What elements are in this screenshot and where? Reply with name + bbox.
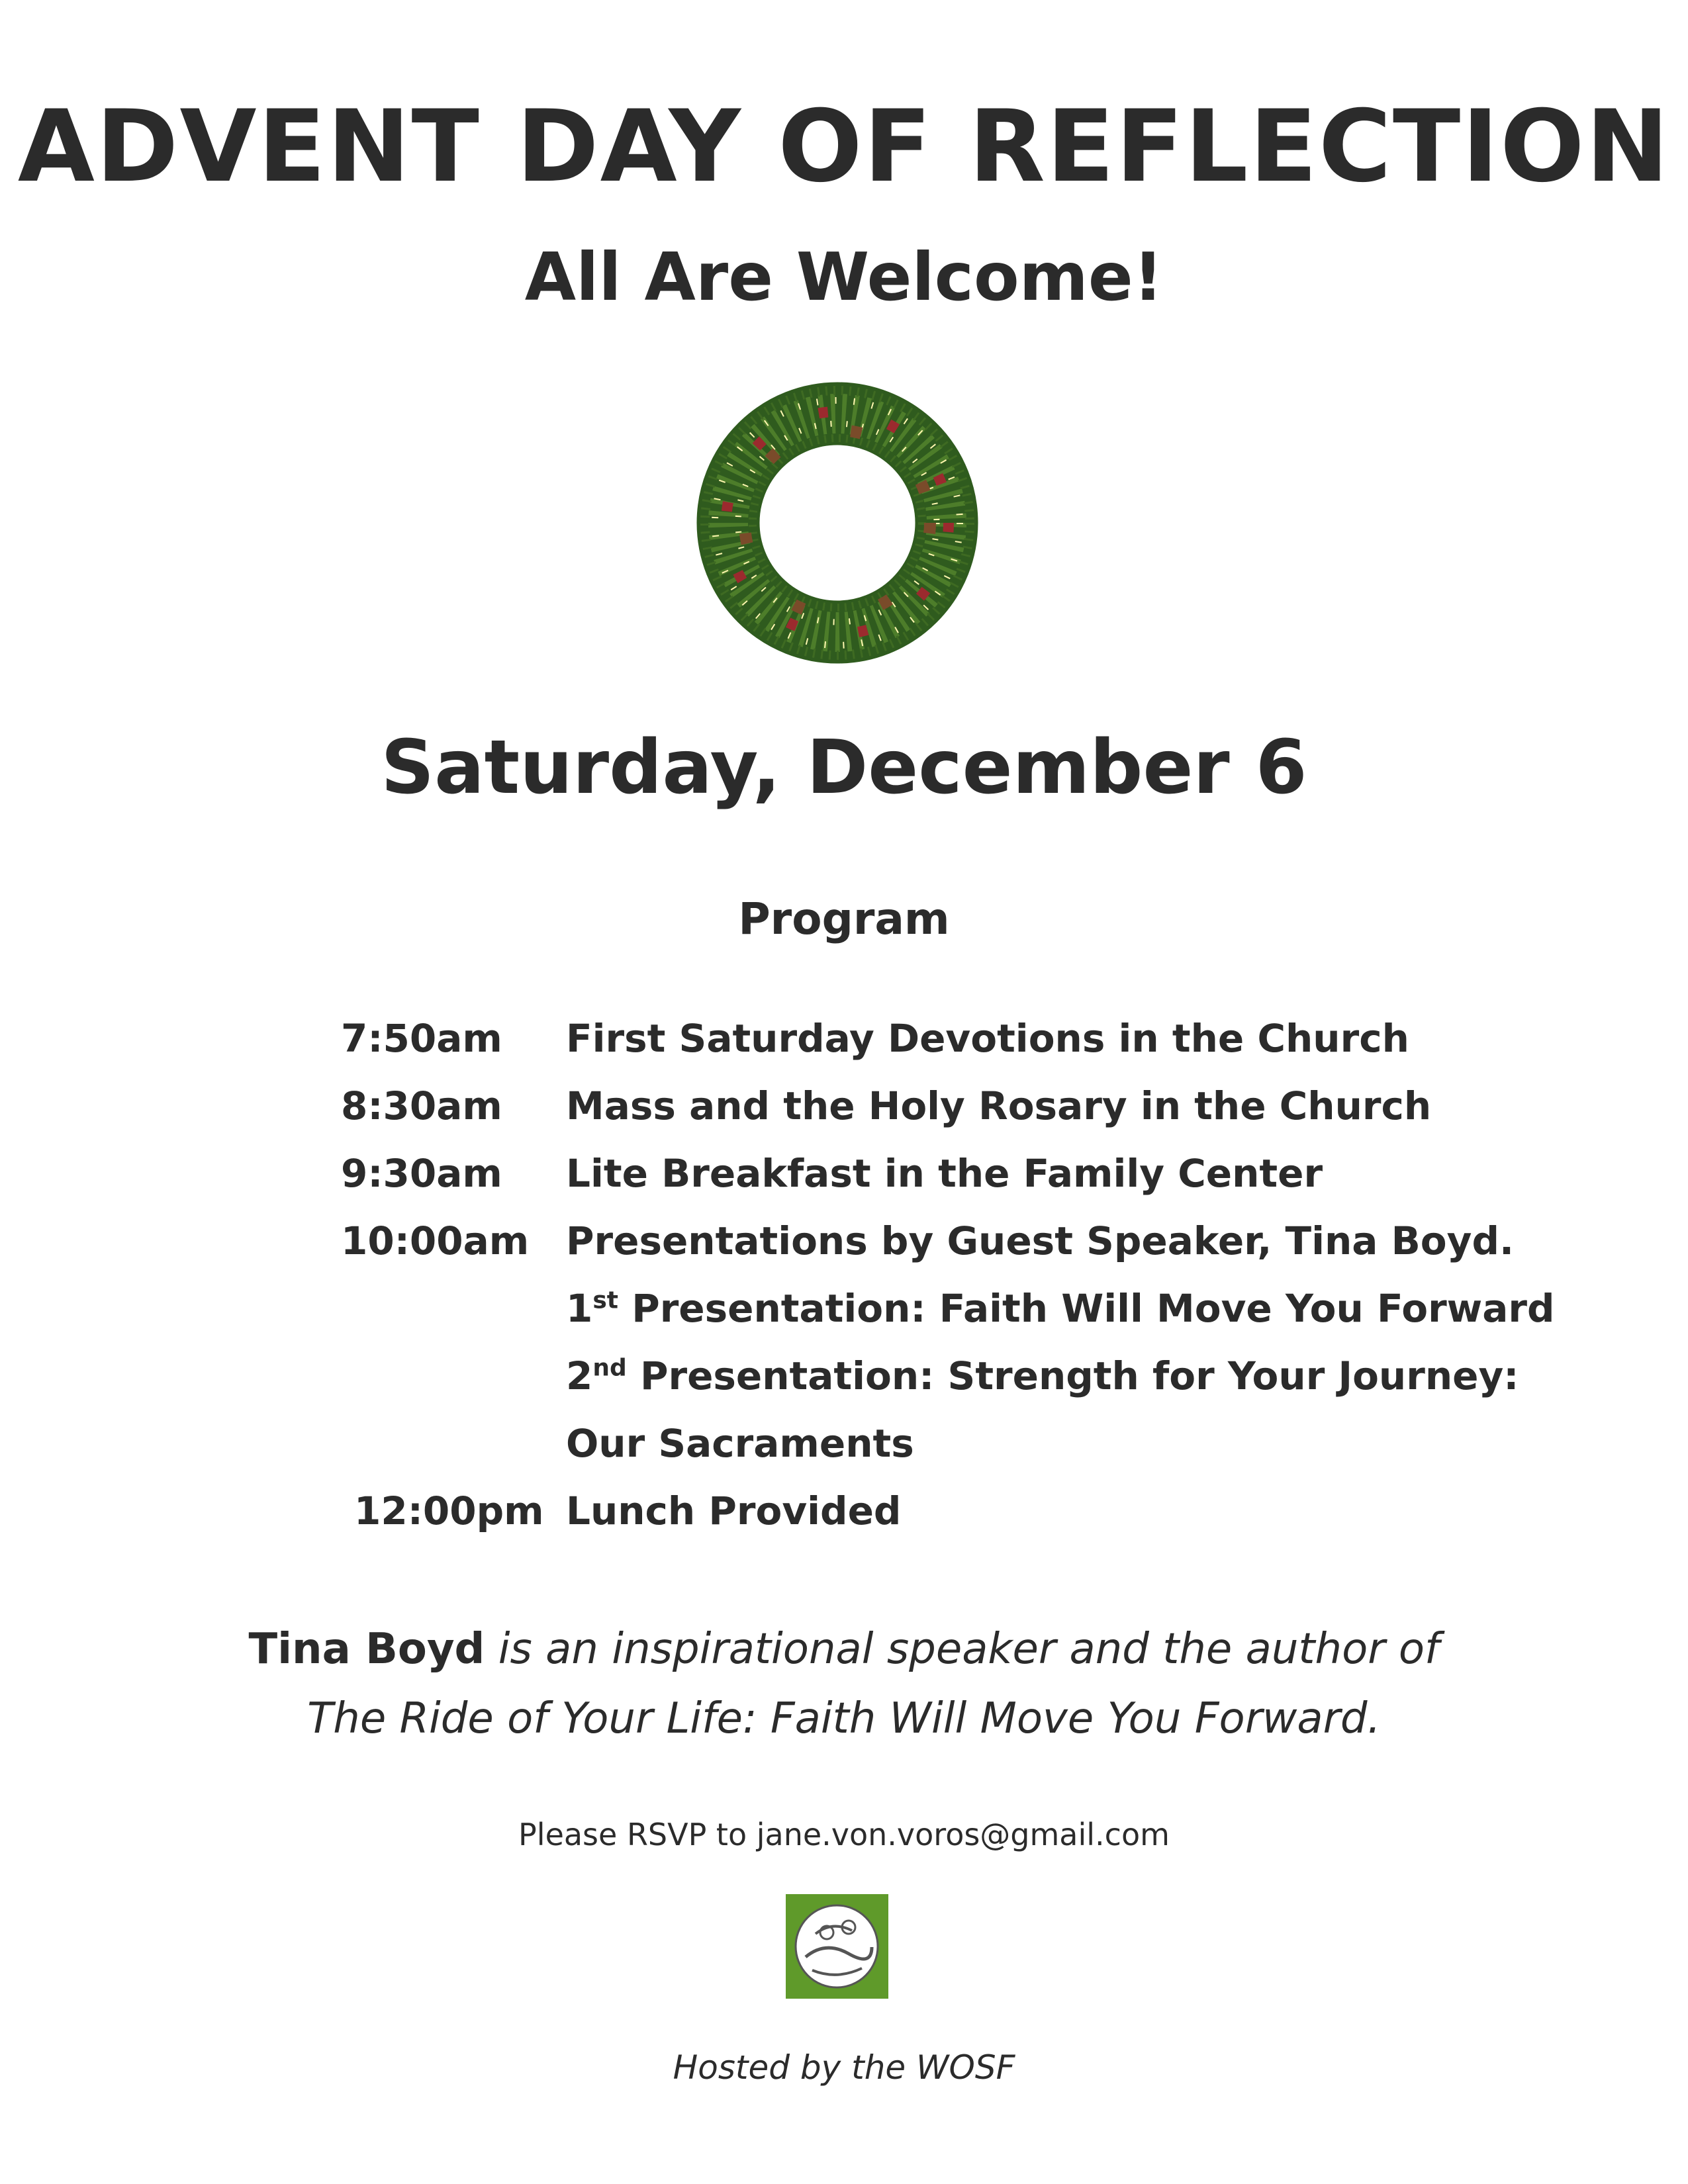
ordinal-suffix: st (592, 1287, 618, 1314)
speaker-bio-text: is an inspirational speaker and the author of (485, 1625, 1440, 1674)
schedule-activity (566, 1286, 1555, 1331)
book-title: The Ride of Your Life: Faith Will Move You Forward. (307, 1694, 1381, 1743)
schedule-activity (566, 1353, 1519, 1398)
presentation-title: Presentation: Strength for Your Journey: (626, 1353, 1519, 1398)
schedule-time: 7:50am (341, 1016, 502, 1061)
rsvp-text: Please RSVP to jane.von.voros@gmail.com (518, 1817, 1170, 1852)
event-date: Saturday, December 6 (381, 725, 1307, 811)
ordinal-number: 2 (566, 1353, 593, 1398)
speaker-name: Tina Boyd (248, 1625, 485, 1674)
schedule-time: 8:30am (341, 1083, 502, 1128)
welcome-subtitle: All Are Welcome! (524, 238, 1164, 316)
christmas-wreath-icon (688, 381, 986, 665)
schedule-activity: Mass and the Holy Rosary in the Church (566, 1083, 1432, 1128)
schedule-time: 10:00am (341, 1218, 530, 1263)
program-heading: Program (738, 893, 950, 944)
schedule-activity: Lunch Provided (566, 1488, 902, 1533)
schedule-time: 12:00pm (354, 1488, 544, 1533)
schedule-time: 9:30am (341, 1151, 502, 1196)
schedule-activity: First Saturday Devotions in the Church (566, 1016, 1409, 1061)
presentation-title: Presentation: Faith Will Move You Forward (618, 1286, 1555, 1331)
hosted-by-footer: Hosted by the WOSF (673, 2048, 1015, 2087)
schedule-activity: Lite Breakfast in the Family Center (566, 1151, 1323, 1196)
speaker-bio (0, 1625, 1688, 1674)
page-title: ADVENT DAY OF REFLECTION (17, 89, 1671, 205)
wosf-logo-icon (786, 1894, 888, 1999)
schedule-activity: Presentations by Guest Speaker, Tina Boyd. (566, 1218, 1515, 1263)
schedule-activity: Our Sacraments (566, 1421, 914, 1466)
ordinal-suffix: nd (592, 1354, 627, 1382)
ordinal-number: 1 (566, 1286, 593, 1331)
